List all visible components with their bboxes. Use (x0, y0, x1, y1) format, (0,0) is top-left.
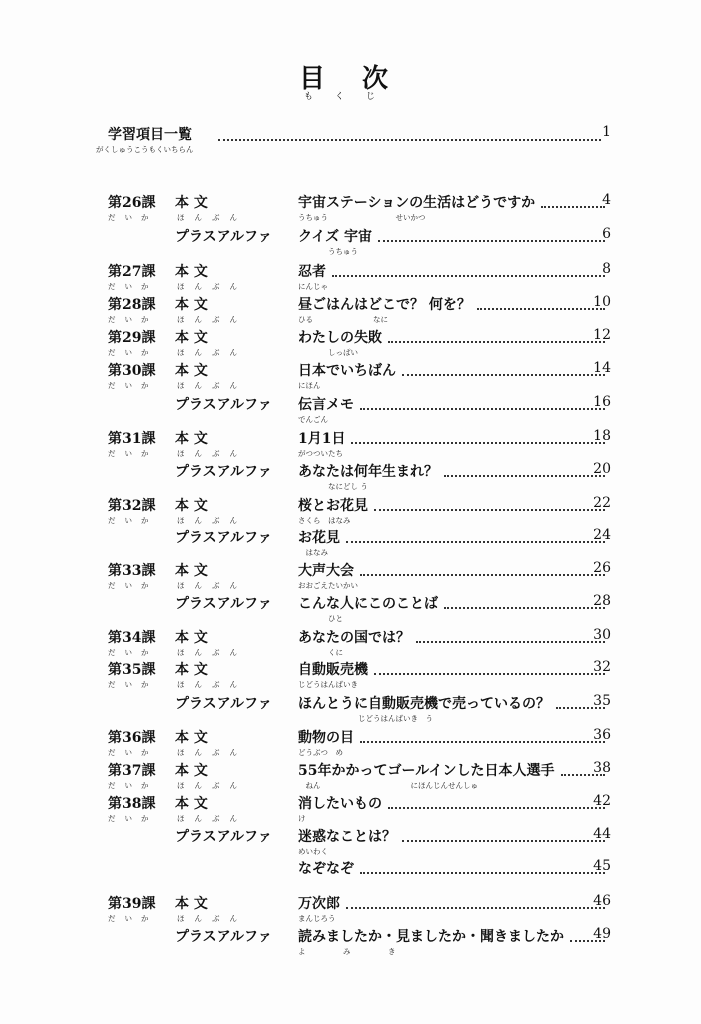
section-type: 本 文 (175, 431, 208, 447)
entry (298, 527, 611, 547)
toc-row: プラスアルファ お花見 はなみ 24 (175, 527, 611, 557)
lesson-number: 第32課 (108, 498, 156, 514)
section-type: 本 文 (175, 730, 208, 746)
toc-row: 第27課 だいか 本 文 ほんぶん 忍者 にんじゃ 8 (108, 261, 611, 291)
entry (298, 926, 611, 946)
entry-title: 万次郎 (298, 896, 340, 912)
entry-title: 日本でいちばん (298, 363, 396, 379)
entry (298, 261, 611, 281)
entry-title-ruby: なにどし う (298, 482, 368, 491)
lesson-ruby: だいか (108, 814, 158, 823)
dot-leader (444, 607, 605, 609)
lesson-number: 第35課 (108, 662, 156, 678)
toc-row: 第26課 だいか 本 文 ほんぶん 宇宙ステーションの生活はどうですか うちゅう せいかつ 4 (108, 192, 611, 222)
lesson-number: 第30課 (108, 363, 156, 379)
dot-leader (346, 907, 605, 909)
dot-leader (332, 275, 605, 277)
entry-title: あなたの国では？ (298, 630, 410, 646)
section-type: プラスアルファ (175, 229, 272, 245)
entry-title-ruby: にんじゃ (298, 282, 328, 291)
entry-title: こんな人にこのことば (298, 596, 438, 612)
entry-title-ruby: うちゅう せいかつ (298, 213, 426, 222)
section-type-ruby: ほんぶん (177, 581, 247, 590)
section-type: 本 文 (175, 195, 208, 211)
toc-row: 第30課 だいか 本 文 ほんぶん 日本でいちばん にほん 14 (108, 360, 611, 390)
intro-entry: 学習項目一覧 がくしゅうこうもくいちらん 1 (96, 124, 611, 154)
lesson-ruby: だいか (108, 680, 158, 689)
entry-title-ruby: うちゅう (298, 247, 358, 256)
toc-row: なぞなぞ 45 (298, 858, 611, 877)
section-type: 本 文 (175, 330, 208, 346)
entry-title: 自動販売機 (298, 662, 368, 678)
toc-row: 第29課 だいか 本 文 ほんぶん わたしの失敗 しっぱい 12 (108, 327, 611, 357)
entry-title-ruby: ねん にほんじんせんしゅ (298, 781, 478, 790)
entry-title-ruby: じどうはんばいき う (298, 714, 433, 723)
section-type-ruby: ほんぶん (177, 348, 247, 357)
dot-leader (346, 541, 605, 543)
dot-leader (218, 139, 601, 141)
entry (298, 593, 611, 613)
lesson-ruby: だいか (108, 648, 158, 657)
page-title-ruby: もくじ (303, 92, 397, 102)
intro-title: 学習項目一覧 (108, 127, 192, 143)
entry (298, 327, 611, 347)
toc-row: プラスアルファ ほんとうに自動販売機で売っているの？ じどうはんばいき う 35 (175, 693, 611, 723)
section-type-ruby: ほんぶん (177, 516, 247, 525)
section-type: プラスアルファ (175, 696, 272, 712)
entry-title: 55年かかってゴールインした日本人選手 (298, 763, 555, 779)
toc-row: 第39課 だいか 本 文 ほんぶん 万次郎 まんじろう 46 (108, 893, 611, 923)
entry (298, 826, 611, 846)
entry-title-ruby: がつついたち (298, 449, 343, 458)
entry (298, 428, 611, 448)
section-type: 本 文 (175, 662, 208, 678)
toc-row: プラスアルファ あなたは何年生まれ？ なにどし う 20 (175, 461, 611, 491)
lesson-number: 第31課 (108, 431, 156, 447)
dot-leader (360, 872, 605, 874)
toc-row: 第32課 だいか 本 文 ほんぶん 桜とお花見 さくら はなみ 22 (108, 495, 611, 525)
section-type: 本 文 (175, 896, 208, 912)
section-type: プラスアルファ (175, 596, 272, 612)
entry-title-ruby: はなみ (298, 548, 328, 557)
entry (298, 360, 611, 380)
entry (298, 192, 611, 212)
dot-leader (374, 509, 605, 511)
section-type-ruby: ほんぶん (177, 282, 247, 291)
entry (298, 560, 611, 580)
lesson-ruby: だいか (108, 348, 158, 357)
lesson-ruby: だいか (108, 449, 158, 458)
dot-leader (477, 308, 605, 310)
entry-title: 読みましたか・見ましたか・聞きましたか (298, 929, 564, 945)
entry (298, 693, 611, 713)
entry-title-ruby: めいわく (298, 847, 328, 856)
page-title: 目 次 (298, 64, 403, 94)
toc-row: 第36課 だいか 本 文 ほんぶん 動物の目 どうぶつ め 36 (108, 727, 611, 757)
dot-leader (444, 475, 605, 477)
lesson-ruby: だいか (108, 315, 158, 324)
entry-title: なぞなぞ (298, 861, 354, 877)
toc-row: 第38課 だいか 本 文 ほんぶん 消したいもの け 42 (108, 793, 611, 823)
entry-title: 消したいもの (298, 796, 382, 812)
lesson-ruby: だいか (108, 781, 158, 790)
entry-title: 大声大会 (298, 563, 354, 579)
entry-title: クイズ 宇宙 (298, 229, 373, 245)
dot-leader (378, 240, 605, 242)
section-type: プラスアルファ (175, 829, 272, 845)
entry-title-ruby: どうぶつ め (298, 748, 343, 757)
toc-row: 第37課 だいか 本 文 ほんぶん 55年かかってゴールインした日本人選手 ねん にほんじんせんしゅ 38 (108, 760, 611, 790)
toc-row: プラスアルファ こんな人にこのことば ひと 28 (175, 593, 611, 623)
lesson-ruby: だいか (108, 213, 158, 222)
section-type-ruby: ほんぶん (177, 680, 247, 689)
entry-title: ほんとうに自動販売機で売っているの？ (298, 696, 550, 712)
entry (298, 727, 611, 747)
entry-title-ruby: じどうはんばいき (298, 680, 358, 689)
section-type: 本 文 (175, 363, 208, 379)
section-type-ruby: ほんぶん (177, 648, 247, 657)
section-type: プラスアルファ (175, 929, 272, 945)
entry-title: 動物の目 (298, 730, 354, 746)
toc-row: 第34課 だいか 本 文 ほんぶん あなたの国では？ くに 30 (108, 627, 611, 657)
entry-title-ruby: おおごえたいかい (298, 581, 358, 590)
toc-row: 第33課 だいか 本 文 ほんぶん 大声大会 おおごえたいかい 26 (108, 560, 611, 590)
toc-row: 第28課 だいか 本 文 ほんぶん 昼ごはんはどこで？ 何を？ ひる なに 10 (108, 294, 611, 324)
dot-leader (360, 574, 605, 576)
dot-leader (360, 408, 605, 410)
lesson-number: 第39課 (108, 896, 156, 912)
entry-title-ruby: くに (298, 648, 343, 657)
dot-leader (388, 807, 605, 809)
section-type-ruby: ほんぶん (177, 781, 247, 790)
toc-row: プラスアルファ 迷惑なことは？ めいわく 44 (175, 826, 611, 856)
entry-title-ruby: よ み き (298, 947, 396, 956)
lesson-number: 第37課 (108, 763, 156, 779)
entry (298, 793, 611, 813)
lesson-number: 第29課 (108, 330, 156, 346)
section-type: 本 文 (175, 563, 208, 579)
dot-leader (360, 741, 605, 743)
section-type: プラスアルファ (175, 397, 272, 413)
dot-leader (416, 641, 605, 643)
lesson-number: 第36課 (108, 730, 156, 746)
entry-title: 宇宙ステーションの生活はどうですか (298, 195, 536, 211)
entry-title-ruby: でんごん (298, 415, 328, 424)
section-type-ruby: ほんぶん (177, 381, 247, 390)
lesson-number: 第38課 (108, 796, 156, 812)
entry (298, 858, 611, 878)
entry-title: あなたは何年生まれ？ (298, 464, 438, 480)
entry (298, 760, 611, 780)
lesson-ruby: だいか (108, 748, 158, 757)
toc-row: プラスアルファ 伝言メモ でんごん 16 (175, 394, 611, 424)
section-type-ruby: ほんぶん (177, 213, 247, 222)
entry-title-ruby: け (298, 814, 306, 823)
lesson-number: 第34課 (108, 630, 156, 646)
dot-leader (541, 206, 605, 208)
section-type-ruby: ほんぶん (177, 914, 247, 923)
entry (298, 659, 611, 679)
toc-row: 第31課 だいか 本 文 ほんぶん 1月1日 がつついたち 18 (108, 428, 611, 458)
section-type-ruby: ほんぶん (177, 315, 247, 324)
entry-title: 迷惑なことは？ (298, 829, 396, 845)
lesson-ruby: だいか (108, 282, 158, 291)
lesson-ruby: だいか (108, 581, 158, 590)
section-type: プラスアルファ (175, 530, 272, 546)
section-type: 本 文 (175, 498, 208, 514)
entry (298, 294, 611, 314)
entry-title: 昼ごはんはどこで？ 何を？ (298, 297, 471, 313)
section-type-ruby: ほんぶん (177, 748, 247, 757)
lesson-ruby: だいか (108, 381, 158, 390)
dot-leader (351, 442, 605, 444)
entry (298, 394, 611, 414)
section-type: 本 文 (175, 796, 208, 812)
dot-leader (388, 341, 605, 343)
section-type: プラスアルファ (175, 464, 272, 480)
dot-leader (374, 673, 605, 675)
entry-title-ruby: ひる なに (298, 315, 388, 324)
entry-title: 忍者 (298, 264, 326, 280)
section-type: 本 文 (175, 264, 208, 280)
section-type: 本 文 (175, 763, 208, 779)
entry-title: わたしの失敗 (298, 330, 382, 346)
lesson-number: 第33課 (108, 563, 156, 579)
dot-leader (402, 374, 605, 376)
lesson-number: 第27課 (108, 264, 156, 280)
entry (298, 226, 611, 246)
entry-title-ruby: まんじろう (298, 914, 336, 923)
lesson-ruby: だいか (108, 516, 158, 525)
entry (298, 893, 611, 913)
entry-title-ruby: にほん (298, 381, 321, 390)
toc-row: プラスアルファ クイズ 宇宙 うちゅう 6 (175, 226, 611, 256)
intro-ruby: がくしゅうこうもくいちらん (96, 145, 194, 154)
entry (298, 495, 611, 515)
lesson-ruby: だいか (108, 914, 158, 923)
dot-leader (402, 840, 605, 842)
section-type: 本 文 (175, 630, 208, 646)
entry-title: 伝言メモ (298, 397, 354, 413)
toc-row: プラスアルファ 読みましたか・見ましたか・聞きましたか よ み き 49 (175, 926, 611, 956)
entry (298, 627, 611, 647)
section-type-ruby: ほんぶん (177, 814, 247, 823)
entry (298, 461, 611, 481)
lesson-number: 第28課 (108, 297, 156, 313)
section-type-ruby: ほんぶん (177, 449, 247, 458)
entry-title: 1月1日 (298, 431, 346, 447)
lesson-number: 第26課 (108, 195, 156, 211)
entry-title-ruby: ひと (298, 614, 343, 623)
section-type: 本 文 (175, 297, 208, 313)
entry-title: お花見 (298, 530, 340, 546)
entry-title-ruby: さくら はなみ (298, 516, 351, 525)
entry-title-ruby: しっぱい (298, 348, 358, 357)
entry-title: 桜とお花見 (298, 498, 368, 514)
toc-row: 第35課 だいか 本 文 ほんぶん 自動販売機 じどうはんばいき 32 (108, 659, 611, 689)
